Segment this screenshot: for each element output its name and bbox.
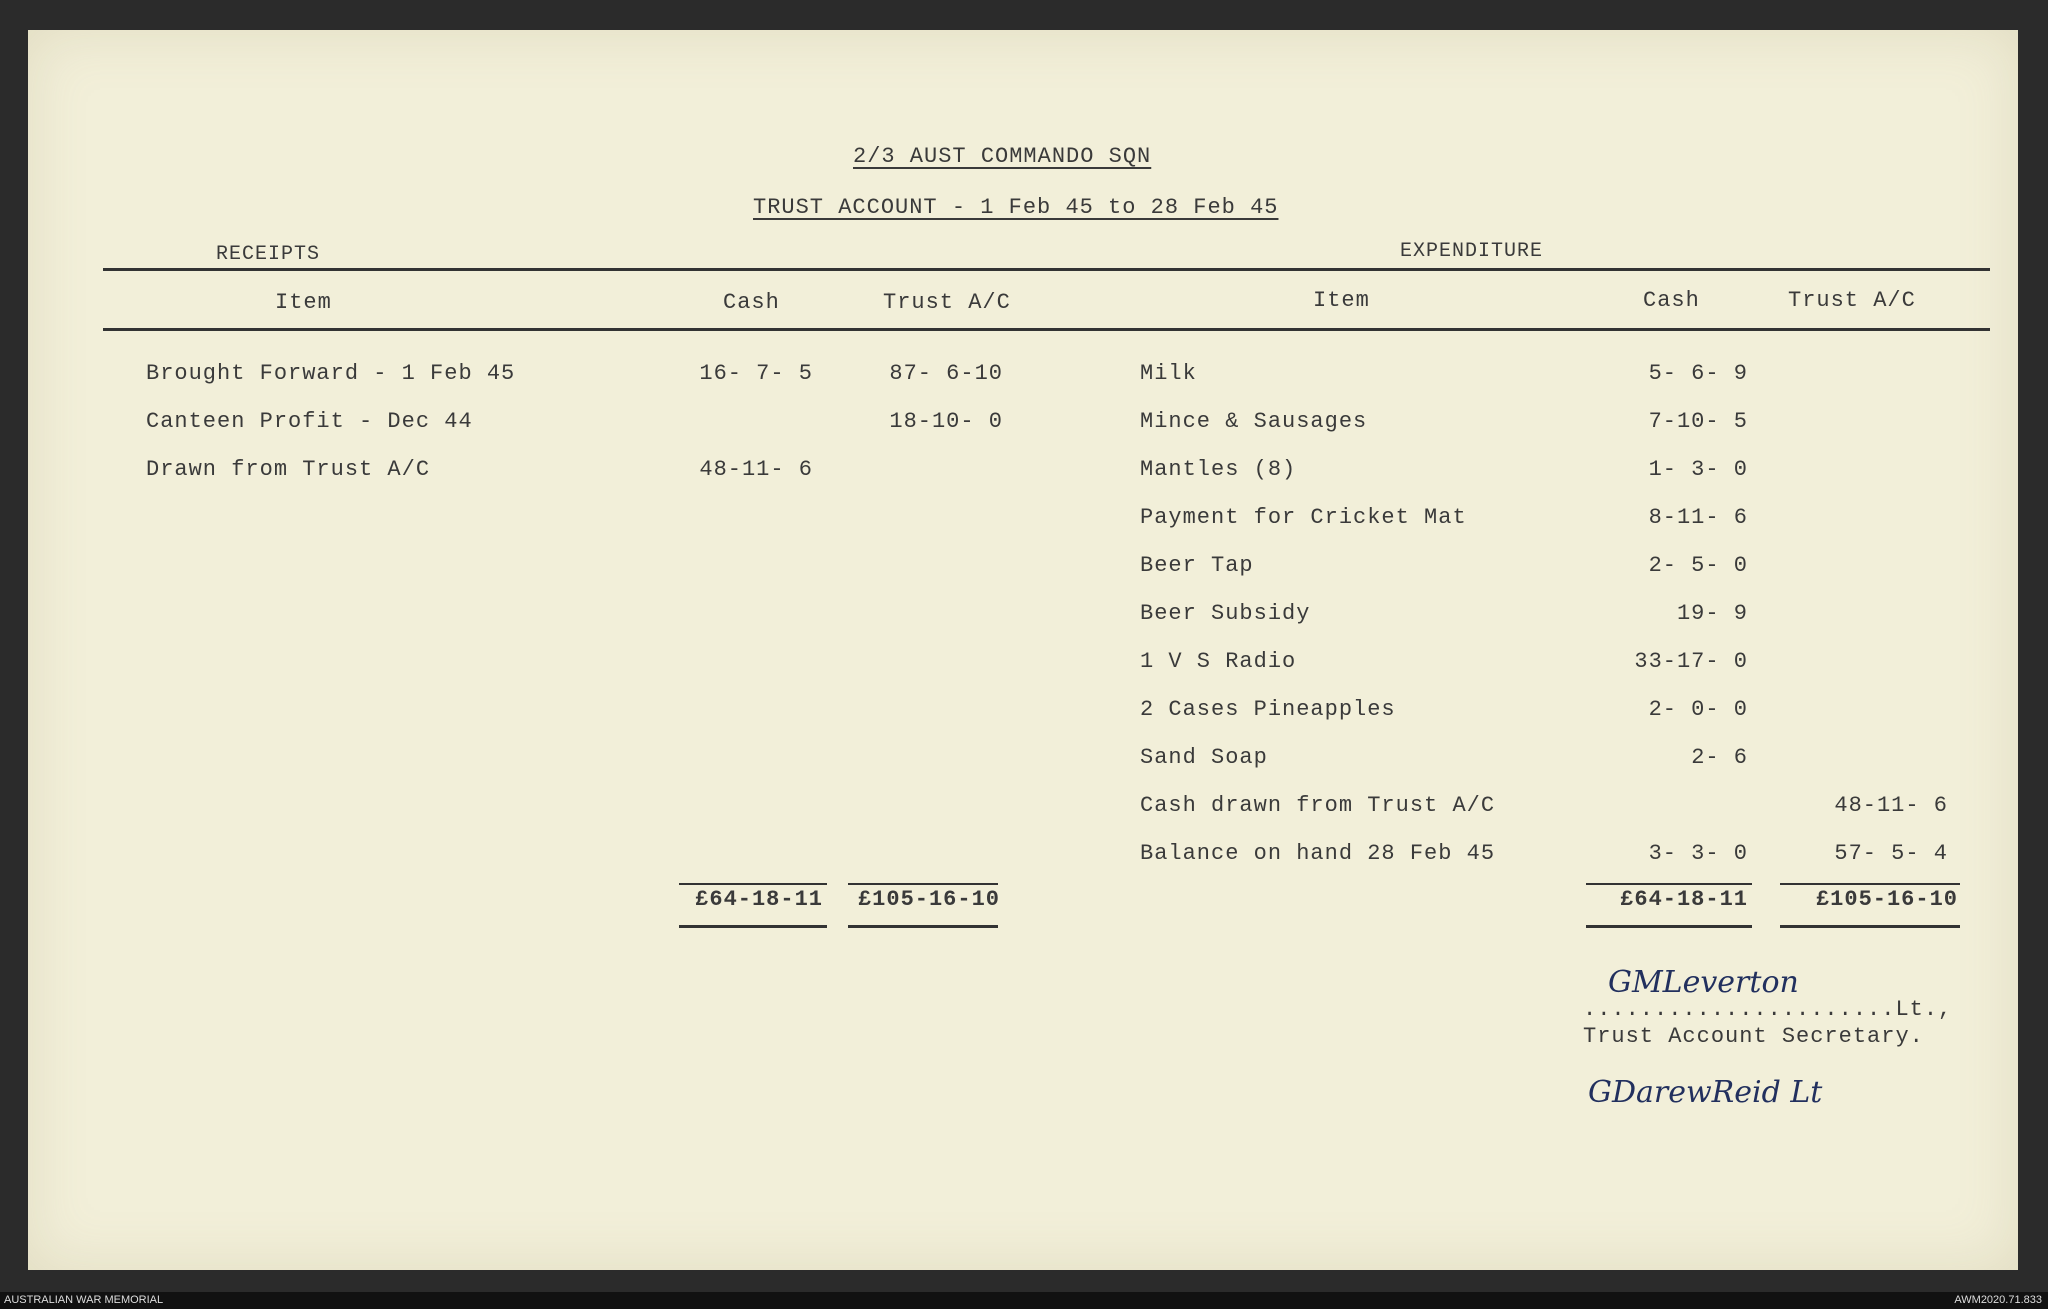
signature-role: Trust Account Secretary. (1583, 1024, 1924, 1049)
expenditure-item: Mantles (8) (1140, 457, 1297, 482)
expenditure-item: Mince & Sausages (1140, 409, 1368, 434)
expenditure-item: Balance on hand 28 Feb 45 (1140, 841, 1496, 866)
receipts-total-cash: £64-18-11 (695, 887, 823, 912)
expenditure-item: Beer Subsidy (1140, 601, 1311, 626)
footer-bar (0, 1292, 2048, 1309)
signature-reid: GDarewReid Lt (1588, 1075, 1823, 1110)
expenditure-trust: 57- 5- 4 (1834, 841, 1948, 866)
expenditure-cash: 2- 5- 0 (1648, 553, 1748, 578)
expenditure-cash-total-rule-bottom (1586, 925, 1752, 928)
expenditure-cash: 3- 3- 0 (1648, 841, 1748, 866)
document-page (28, 30, 2018, 1270)
receipts-total-trust: £105-16-10 (857, 887, 1000, 912)
expenditure-col-item: Item (1313, 288, 1370, 313)
expenditure-cash: 8-11- 6 (1648, 505, 1748, 530)
expenditure-cash: 2- 6 (1691, 745, 1748, 770)
receipt-cash: 48-11- 6 (699, 457, 813, 482)
expenditure-col-trust: Trust A/C (1788, 288, 1916, 313)
receipts-col-trust: Trust A/C (883, 290, 1011, 315)
document-title: 2/3 AUST COMMANDO SQN (853, 144, 1152, 169)
expenditure-item: Cash drawn from Trust A/C (1140, 793, 1496, 818)
expenditure-item: Sand Soap (1140, 745, 1268, 770)
signature-line: ......................Lt., (1583, 997, 1953, 1022)
expenditure-cash: 33-17- 0 (1634, 649, 1748, 674)
expenditure-item: 2 Cases Pineapples (1140, 697, 1396, 722)
expenditure-trust: 48-11- 6 (1834, 793, 1948, 818)
expenditure-item: Milk (1140, 361, 1197, 386)
signature-leverton: GMLeverton (1608, 965, 1799, 1000)
receipts-cash-total-rule-top (679, 883, 827, 885)
expenditure-cash-total-rule-top (1586, 883, 1752, 885)
expenditure-col-cash: Cash (1643, 288, 1700, 313)
document-subtitle: TRUST ACCOUNT - 1 Feb 45 to 28 Feb 45 (753, 195, 1279, 220)
header-bottom-rule (103, 328, 1990, 331)
receipts-trust-total-rule-top (848, 883, 998, 885)
expenditure-trust-total-rule-bottom (1780, 925, 1960, 928)
header-top-rule (103, 268, 1990, 271)
expenditure-item: Payment for Cricket Mat (1140, 505, 1467, 530)
receipts-trust-total-rule-bottom (848, 925, 998, 928)
expenditure-cash: 1- 3- 0 (1648, 457, 1748, 482)
expenditure-heading: EXPENDITURE (1400, 240, 1544, 263)
receipt-item: Canteen Profit - Dec 44 (146, 409, 473, 434)
footer-right: AWM2020.71.833 (1954, 1294, 2042, 1306)
expenditure-cash: 2- 0- 0 (1648, 697, 1748, 722)
receipt-trust: 18-10- 0 (889, 409, 1003, 434)
receipt-trust: 87- 6-10 (889, 361, 1003, 386)
expenditure-total-trust: £105-16-10 (1815, 887, 1958, 912)
expenditure-cash: 7-10- 5 (1648, 409, 1748, 434)
receipt-item: Brought Forward - 1 Feb 45 (146, 361, 516, 386)
receipts-col-item: Item (275, 290, 332, 315)
expenditure-cash: 19- 9 (1676, 601, 1748, 626)
receipts-cash-total-rule-bottom (679, 925, 827, 928)
receipts-heading: RECEIPTS (216, 243, 321, 266)
receipt-cash: 16- 7- 5 (699, 361, 813, 386)
receipts-col-cash: Cash (723, 290, 780, 315)
expenditure-trust-total-rule-top (1780, 883, 1960, 885)
expenditure-item: Beer Tap (1140, 553, 1254, 578)
expenditure-item: 1 V S Radio (1140, 649, 1297, 674)
receipt-item: Drawn from Trust A/C (146, 457, 431, 482)
footer-left: AUSTRALIAN WAR MEMORIAL (4, 1294, 164, 1306)
expenditure-cash: 5- 6- 9 (1648, 361, 1748, 386)
expenditure-total-cash: £64-18-11 (1620, 887, 1748, 912)
